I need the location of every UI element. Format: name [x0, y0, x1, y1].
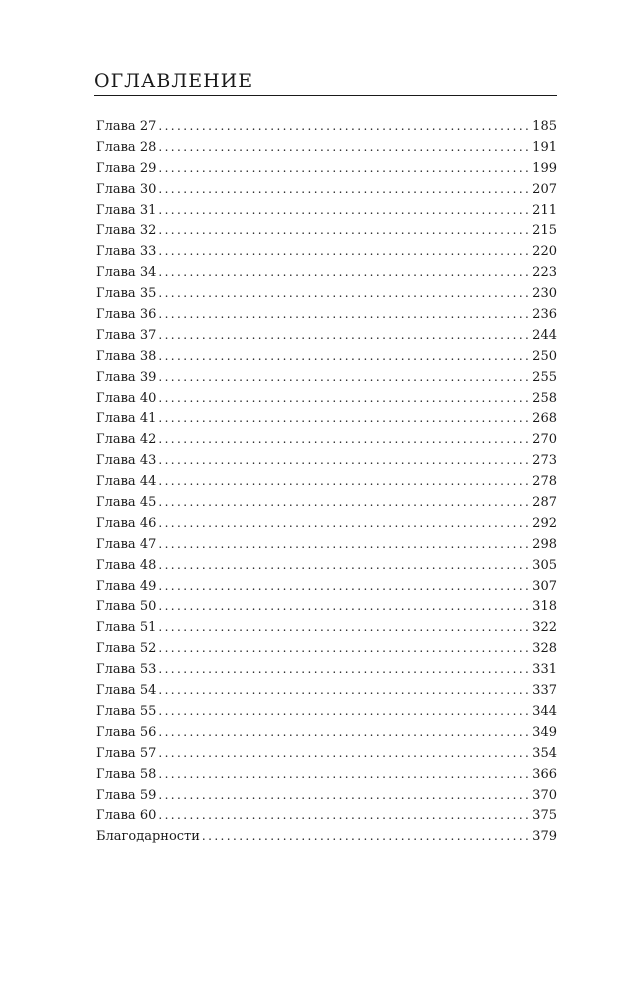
- toc-entry-label: Глава 45: [96, 495, 157, 511]
- toc-entry[interactable]: [96, 241, 557, 262]
- dot-leader: [158, 325, 529, 346]
- toc-entry-label: Глава 54: [96, 683, 157, 699]
- toc-entry-page-number: 318: [532, 599, 557, 615]
- toc-entry[interactable]: [96, 137, 557, 158]
- toc-entry-label: Глава 30: [96, 181, 157, 197]
- toc-entry[interactable]: [96, 785, 557, 806]
- toc-entry[interactable]: [96, 534, 557, 555]
- dot-leader: [158, 805, 529, 826]
- dot-leader: [158, 492, 529, 513]
- dot-leader: [158, 617, 529, 638]
- toc-entry-page-number: 307: [532, 578, 557, 594]
- toc-entry-page-number: 258: [532, 390, 557, 406]
- toc-entry-label: Глава 58: [96, 766, 157, 782]
- toc-entry-page-number: 292: [532, 515, 557, 531]
- toc-entry-page-number: 366: [532, 766, 557, 782]
- dot-leader: [158, 471, 529, 492]
- toc-entry[interactable]: [96, 450, 557, 471]
- toc-entry-page-number: 191: [532, 139, 557, 155]
- dot-leader: [158, 576, 529, 597]
- dot-leader: [158, 200, 529, 221]
- toc-entry[interactable]: [96, 471, 557, 492]
- toc-entry[interactable]: [96, 325, 557, 346]
- dot-leader: [158, 262, 529, 283]
- toc-entry-label: Глава 31: [96, 202, 157, 218]
- toc-entry-label: Глава 53: [96, 662, 157, 678]
- toc-entry[interactable]: [96, 764, 557, 785]
- dot-leader: [158, 534, 529, 555]
- toc-entry-label: Глава 46: [96, 515, 157, 531]
- toc-entry[interactable]: [96, 826, 557, 847]
- toc-entry-page-number: 337: [532, 683, 557, 699]
- toc-entry[interactable]: [96, 722, 557, 743]
- toc-entry[interactable]: [96, 304, 557, 325]
- toc-entry[interactable]: [96, 200, 557, 221]
- dot-leader: [158, 450, 529, 471]
- toc-entry-page-number: 328: [532, 641, 557, 657]
- toc-entry-page-number: 331: [532, 662, 557, 678]
- toc-entry-page-number: 375: [532, 808, 557, 824]
- toc-entry-label: Глава 57: [96, 745, 157, 761]
- toc-entry-page-number: 354: [532, 745, 557, 761]
- toc-entry-page-number: 236: [532, 307, 557, 323]
- toc-entry-page-number: 322: [532, 620, 557, 636]
- toc-entry-label: Глава 29: [96, 160, 157, 176]
- toc-entry-page-number: 370: [532, 787, 557, 803]
- dot-leader: [158, 179, 529, 200]
- dot-leader: [158, 429, 529, 450]
- toc-entry-label: Глава 40: [96, 390, 157, 406]
- toc-entry[interactable]: [96, 388, 557, 409]
- toc-entry-label: Глава 27: [96, 119, 157, 134]
- toc-entry-label: Глава 35: [96, 286, 157, 302]
- toc-entry-label: Глава 39: [96, 369, 157, 385]
- toc-entry[interactable]: [96, 555, 557, 576]
- toc-entry[interactable]: [96, 179, 557, 200]
- toc-entry-page-number: 220: [532, 244, 557, 260]
- toc-entry-page-number: 199: [532, 160, 557, 176]
- dot-leader: [158, 283, 529, 304]
- toc-entry-page-number: 298: [532, 536, 557, 552]
- toc-entry-label: Глава 60: [96, 808, 157, 824]
- toc-entry[interactable]: [96, 680, 557, 701]
- toc-entry-page-number: 223: [532, 265, 557, 281]
- toc-entry-label: Глава 37: [96, 327, 157, 343]
- toc-entry-label: Глава 34: [96, 265, 157, 281]
- dot-leader: [158, 555, 529, 576]
- toc-entry-page-number: 207: [532, 181, 557, 197]
- toc-entry-page-number: 287: [532, 495, 557, 511]
- toc-entry-label: Глава 28: [96, 139, 157, 155]
- toc-entry-label: Глава 38: [96, 348, 157, 364]
- toc-entry-label: Глава 43: [96, 453, 157, 469]
- toc-entry[interactable]: [96, 283, 557, 304]
- toc-entry-label: Глава 52: [96, 641, 157, 657]
- dot-leader: [158, 408, 529, 429]
- toc-entry-label: Глава 47: [96, 536, 157, 552]
- toc-entry[interactable]: [96, 346, 557, 367]
- toc-entry-page-number: 273: [532, 453, 557, 469]
- toc-entry-label: Глава 59: [96, 787, 157, 803]
- dot-leader: [158, 743, 529, 764]
- toc-entry-page-number: 278: [532, 474, 557, 490]
- toc-entry-page-number: 230: [532, 286, 557, 302]
- dot-leader: [158, 137, 529, 158]
- toc-entry-page-number: 344: [532, 703, 557, 719]
- toc-entry-label: Глава 42: [96, 432, 157, 448]
- toc-entry[interactable]: [96, 701, 557, 722]
- title-divider: [94, 95, 557, 96]
- toc-entry-page-number: 270: [532, 432, 557, 448]
- dot-leader: [158, 367, 529, 388]
- toc-entry[interactable]: [96, 492, 557, 513]
- toc-entry[interactable]: [96, 659, 557, 680]
- dot-leader: [158, 116, 529, 137]
- toc-entry-page-number: 349: [532, 724, 557, 740]
- toc-entry[interactable]: [96, 262, 557, 283]
- toc-entry-page-number: 379: [532, 829, 557, 845]
- dot-leader: [202, 826, 529, 847]
- toc-entry[interactable]: [96, 576, 557, 597]
- toc-entry-page-number: 268: [532, 411, 557, 427]
- toc-entry-label: Глава 33: [96, 244, 157, 260]
- page-title: ОГЛАВЛЕНИЕ: [94, 70, 254, 92]
- dot-leader: [158, 722, 529, 743]
- dot-leader: [158, 638, 529, 659]
- toc-entry-label: Глава 36: [96, 307, 157, 323]
- toc-entry-label: Глава 56: [96, 724, 157, 740]
- toc-entry-label: Глава 49: [96, 578, 157, 594]
- toc-entry[interactable]: [96, 220, 557, 241]
- dot-leader: [158, 659, 529, 680]
- toc-entry[interactable]: [96, 116, 557, 137]
- dot-leader: [158, 346, 529, 367]
- dot-leader: [158, 785, 529, 806]
- dot-leader: [158, 158, 529, 179]
- toc-entry-label: Глава 48: [96, 557, 157, 573]
- toc-entry[interactable]: [96, 638, 557, 659]
- toc-entry-label: Глава 51: [96, 620, 157, 636]
- dot-leader: [158, 388, 529, 409]
- toc-entry[interactable]: [96, 158, 557, 179]
- dot-leader: [158, 513, 529, 534]
- dot-leader: [158, 220, 529, 241]
- toc-entry-page-number: 305: [532, 557, 557, 573]
- toc-entry[interactable]: [96, 617, 557, 638]
- dot-leader: [158, 241, 529, 262]
- toc-entry-label: Глава 55: [96, 703, 157, 719]
- toc-entry-label: Глава 50: [96, 599, 157, 615]
- table-of-contents: [96, 116, 557, 847]
- dot-leader: [158, 764, 529, 785]
- toc-entry-page-number: 255: [532, 369, 557, 385]
- toc-entry-page-number: 185: [532, 119, 557, 134]
- toc-entry-page-number: 215: [532, 223, 557, 239]
- toc-entry-page-number: 250: [532, 348, 557, 364]
- toc-entry[interactable]: [96, 805, 557, 826]
- toc-entry[interactable]: [96, 408, 557, 429]
- toc-entry-page-number: 211: [532, 202, 557, 218]
- toc-entry-label: Глава 32: [96, 223, 157, 239]
- toc-entry-label: Благодарности: [96, 829, 200, 845]
- toc-entry[interactable]: [96, 513, 557, 534]
- toc-entry[interactable]: [96, 743, 557, 764]
- toc-entry-page-number: 244: [532, 327, 557, 343]
- toc-entry[interactable]: [96, 596, 557, 617]
- toc-entry[interactable]: [96, 429, 557, 450]
- dot-leader: [158, 680, 529, 701]
- dot-leader: [158, 304, 529, 325]
- toc-entry-label: Глава 41: [96, 411, 157, 427]
- dot-leader: [158, 701, 529, 722]
- toc-entry[interactable]: [96, 367, 557, 388]
- toc-entry-label: Глава 44: [96, 474, 157, 490]
- dot-leader: [158, 596, 529, 617]
